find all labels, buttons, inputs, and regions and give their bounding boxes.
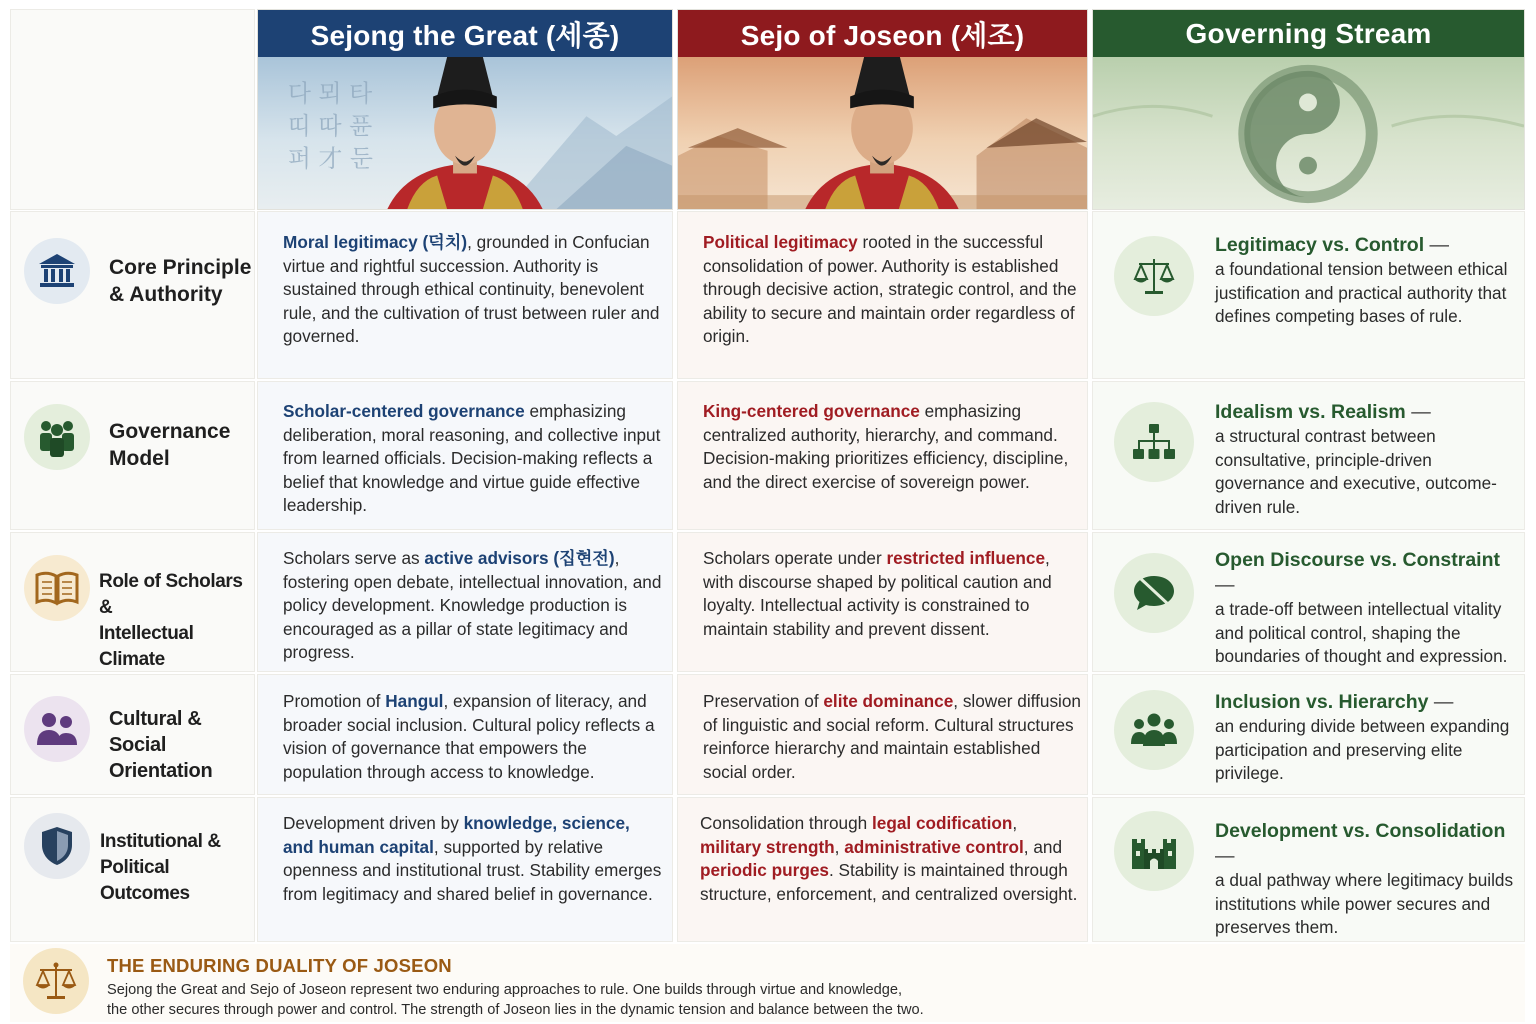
row-label-cell <box>10 211 255 379</box>
sejo-scholars-text: Scholars operate under restricted influence, with discourse shaped by political caution and loyalty. Intellectual activity is constrained to maintain stability and prevent dissent. <box>703 548 1052 639</box>
scales-icon <box>1114 236 1194 316</box>
yin-yang-swirl-illustration <box>1093 57 1524 209</box>
calligraphy-line-3: 퍼 才 둔 <box>287 144 374 173</box>
sejong-core-principle-text: Moral legitimacy (덕치), grounded in Confucian virtue and rightful succession. Authority is sustained through ethical continuity, benevolent rule, and the cultivation of trust between ruler and governed. <box>283 232 660 347</box>
stream-core-principle-text: Legitimacy vs. Control — a foundational tension between ethical justification and practical authority that defines competing bases of rule. <box>1215 234 1508 327</box>
row-role-of-scholars <box>10 532 1525 672</box>
sejo-scholars-cell <box>677 532 1088 672</box>
footer-description: Sejong the Great and Sejo of Joseon represent two enduring approaches to rule. One builds through virtue and knowledge, the other secures through power and control. The strength of Joseon lies in the dynamic tension and balance between the two. <box>107 982 924 1018</box>
row-cultural-social <box>10 674 1525 795</box>
stream-cultural-cell <box>1092 674 1525 795</box>
community-icon <box>1114 690 1194 770</box>
row-core-principle <box>10 211 1525 379</box>
sejong-institutional-text: Development driven by knowledge, science, and human capital, supported by relative openness and institutional trust. Stability emerges from legitimacy and shared belief in governance. <box>283 813 662 904</box>
row-label-cell <box>10 532 255 672</box>
row-label: Role of Scholars & Intellectual Climate <box>99 571 243 670</box>
row-label: Core Principle & Authority <box>109 256 252 306</box>
row-label: Governance Model <box>109 420 231 470</box>
sejo-column-header <box>677 9 1088 210</box>
footer-title: THE ENDURING DUALITY OF JOSEON <box>107 955 452 976</box>
shield-icon <box>24 813 90 879</box>
sejong-cultural-text: Promotion of Hangul, expansion of literacy, and broader social inclusion. Cultural policy reflects a vision of governance that empowers the population through access to knowledge. <box>283 691 655 782</box>
sejong-institutional-cell <box>257 797 673 942</box>
sejo-column-title: Sejo of Joseon (세조) <box>678 10 1087 57</box>
header-corner <box>10 9 255 210</box>
row-label-cell <box>10 797 255 942</box>
stream-scholars-cell <box>1092 532 1525 672</box>
open-book-icon <box>24 555 90 621</box>
sejong-scholars-text: Scholars serve as active advisors (집현전), fostering open debate, intellectual innovation, and policy development. Knowledge production is encouraged as a pillar of state legitimacy and progress. <box>283 548 662 663</box>
sejo-institutional-cell <box>677 797 1088 942</box>
stream-governance-cell <box>1092 381 1525 530</box>
sejo-core-principle-cell <box>677 211 1088 379</box>
stream-institutional-text: Development vs. Consolidation — a dual pathway where legitimacy builds institutions while power secures and preserves them. <box>1215 820 1514 938</box>
stream-governance-text: Idealism vs. Realism — a structural contrast between consultative, principle-driven governance and executive, outcome-driven rule. <box>1215 401 1497 517</box>
stream-scholars-text: Open Discourse vs. Constraint — a trade-off between intellectual vitality and political control, shaping the boundaries of thought and expression. <box>1215 549 1508 667</box>
calligraphy-line-2: 띠 따 퓬 <box>287 112 373 140</box>
row-governance-model <box>10 381 1525 530</box>
sejong-governance-text: Scholar-centered governance emphasizing deliberation, moral reasoning, and collective input from learned officials. Decision-making reflects a belief that knowledge and virtue guide effective leadership. <box>283 401 661 516</box>
stream-cultural-text: Inclusion vs. Hierarchy — an enduring divide between expanding participation and preserving elite privilege. <box>1215 691 1510 784</box>
sejo-governance-text: King-centered governance emphasizing centralized authority, hierarchy, and command. Decision-making prioritizes efficiency, discipline, and the direct exercise of sovereign power. <box>703 401 1069 492</box>
sejo-governance-cell <box>677 381 1088 530</box>
balance-scale-icon <box>23 948 89 1014</box>
stream-core-principle-cell <box>1092 211 1525 379</box>
muted-speech-icon <box>1114 553 1194 633</box>
people-pair-icon <box>24 696 90 762</box>
sejo-core-principle-text: Political legitimacy rooted in the successful consolidation of power. Authority is established through decisive action, strategic control, and the ability to secure and maintain order regardless of origin. <box>703 232 1077 347</box>
sejong-core-principle-cell <box>257 211 673 379</box>
sejo-cultural-cell <box>677 674 1088 795</box>
row-institutional-outcomes <box>10 797 1525 942</box>
sejo-portrait-illustration <box>678 57 1087 209</box>
stream-column-header <box>1092 9 1525 210</box>
row-label-cell <box>10 381 255 530</box>
sejo-institutional-text: Consolidation through legal codification, military strength, administrative control, and periodic purges. Stability is maintained through structure, enforcement, and centralized oversight. <box>700 813 1078 904</box>
sejo-cultural-text: Preservation of elite dominance, slower diffusion of linguistic and social reform. Cultural structures reinforce hierarchy and maintain established social order. <box>703 691 1081 782</box>
hierarchy-icon <box>1114 402 1194 482</box>
footer-summary <box>10 944 1525 1022</box>
sejong-governance-cell <box>257 381 673 530</box>
sejong-portrait-illustration <box>258 57 672 209</box>
row-label: Cultural & Social Orientation <box>109 708 213 782</box>
people-group-icon <box>24 404 90 470</box>
fortress-icon <box>1114 811 1194 891</box>
calligraphy-line-1: 다 뫼 타 <box>287 79 373 108</box>
sejong-column-header <box>257 9 673 210</box>
row-label: Institutional & Political Outcomes <box>100 831 221 904</box>
stream-column-title: Governing Stream <box>1093 10 1524 57</box>
sejong-cultural-cell <box>257 674 673 795</box>
row-label-cell <box>10 674 255 795</box>
stream-institutional-cell <box>1092 797 1525 942</box>
sejong-scholars-cell <box>257 532 673 672</box>
institution-icon <box>24 238 90 304</box>
sejong-column-title: Sejong the Great (세종) <box>258 10 672 57</box>
